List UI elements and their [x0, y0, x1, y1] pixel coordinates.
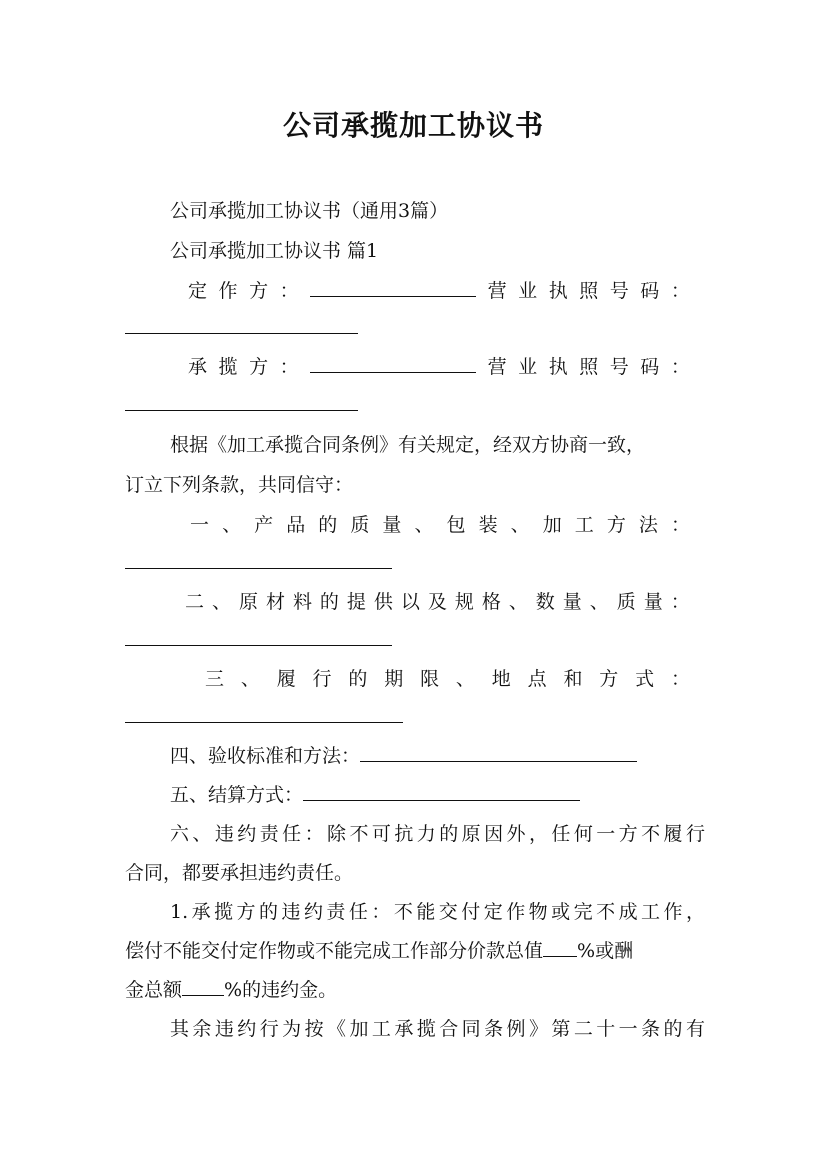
char: 承 — [188, 356, 208, 378]
char: 、 — [510, 514, 530, 536]
percent-blank-2[interactable] — [182, 977, 224, 996]
char: 数 — [535, 591, 555, 613]
dingzuofang-row — [188, 278, 690, 304]
item-5-blank[interactable] — [303, 782, 580, 801]
char: 材 — [265, 591, 285, 613]
char: 包 — [446, 514, 466, 536]
char: ： — [279, 356, 299, 378]
char: 业 — [518, 356, 538, 378]
char: 方 — [606, 514, 626, 536]
char: 方 — [599, 668, 619, 690]
char: 照 — [579, 280, 599, 302]
item-2-blank[interactable] — [125, 645, 392, 646]
char: 的 — [319, 591, 339, 613]
char: 格 — [481, 591, 501, 613]
item-4-blank[interactable] — [360, 743, 637, 762]
char: 工 — [574, 514, 594, 536]
char: 量 — [643, 591, 663, 613]
char: 料 — [292, 591, 312, 613]
char: 、 — [589, 591, 609, 613]
char: ： — [670, 591, 690, 613]
char: 二 — [185, 591, 205, 613]
char: 三 — [205, 668, 225, 690]
char: ： — [670, 280, 690, 302]
char: 期 — [384, 668, 404, 690]
char: ： — [670, 356, 690, 378]
char: 法 — [638, 514, 658, 536]
char: 、 — [455, 668, 475, 690]
char: 限 — [420, 668, 440, 690]
char: ： — [670, 668, 690, 690]
char: 定 — [188, 280, 208, 302]
char: 规 — [454, 591, 474, 613]
char: 号 — [609, 280, 629, 302]
char: 产 — [254, 514, 274, 536]
char: 一 — [190, 514, 210, 536]
char: 质 — [616, 591, 636, 613]
chenglanfang-license-blank[interactable] — [125, 410, 358, 411]
p1-line-3 — [125, 977, 705, 1003]
p1-line-1: 1.承揽方的违约责任：不能交付定作物或完不成工作， — [170, 901, 705, 923]
char: ： — [670, 514, 690, 536]
p1-line-3-text: 金总额 — [125, 979, 183, 1001]
char: 供 — [373, 591, 393, 613]
item-4-label: 四、验收标准和方法： — [170, 745, 361, 767]
p1-line-2 — [125, 938, 705, 964]
char: 揽 — [218, 356, 238, 378]
item-1-blank[interactable] — [125, 568, 392, 569]
char: 及 — [427, 591, 447, 613]
char: 以 — [400, 591, 420, 613]
char: 的 — [348, 668, 368, 690]
char: 码 — [640, 280, 660, 302]
char: 号 — [609, 356, 629, 378]
subtitle-line: 公司承揽加工协议书（通用3篇） — [170, 200, 449, 222]
char: 点 — [527, 668, 547, 690]
p1-line-2-text: 偿付不能交付定作物或不能完成工作部分价款总值 — [125, 940, 544, 962]
char: 原 — [238, 591, 258, 613]
intro-line-1: 根据《加工承揽合同条例》有关规定，经双方协商一致， — [170, 434, 646, 456]
char: 装 — [478, 514, 498, 536]
section-heading: 公司承揽加工协议书 篇1 — [170, 240, 379, 262]
item-1-row — [190, 512, 690, 538]
percent-blank-1[interactable] — [543, 938, 577, 957]
char: 质 — [350, 514, 370, 536]
char: 加 — [542, 514, 562, 536]
char: 量 — [382, 514, 402, 536]
char: 执 — [548, 356, 568, 378]
char: 提 — [346, 591, 366, 613]
chenglanfang-row — [188, 354, 690, 380]
char: 照 — [579, 356, 599, 378]
char: 行 — [312, 668, 332, 690]
char: 业 — [518, 280, 538, 302]
item-5-label: 五、结算方式： — [170, 784, 304, 806]
char: 式 — [635, 668, 655, 690]
char: 、 — [508, 591, 528, 613]
char: 地 — [491, 668, 511, 690]
char: 码 — [640, 356, 660, 378]
item-5-row — [170, 782, 705, 808]
char: 、 — [222, 514, 242, 536]
char: ： — [279, 280, 299, 302]
item-3-row — [205, 666, 690, 692]
char: 执 — [548, 280, 568, 302]
char: 营 — [487, 356, 507, 378]
char: 作 — [218, 280, 238, 302]
char: 量 — [562, 591, 582, 613]
char: 品 — [286, 514, 306, 536]
char: 营 — [487, 280, 507, 302]
item-2-row — [185, 589, 690, 615]
char: 、 — [211, 591, 231, 613]
char: 方 — [249, 356, 269, 378]
item-3-blank[interactable] — [125, 722, 403, 723]
char: 的 — [318, 514, 338, 536]
p2-line-1: 其余违约行为按《加工承揽合同条例》第二十一条的有 — [170, 1018, 705, 1040]
char: 履 — [276, 668, 296, 690]
char: 方 — [249, 280, 269, 302]
item-6-line-1: 六、违约责任：除不可抗力的原因外，任何一方不履行 — [170, 823, 705, 845]
dingzuofang-name-blank[interactable] — [310, 278, 476, 297]
chenglanfang-name-blank[interactable] — [310, 354, 476, 373]
p1-line-2-suffix: %或酬 — [577, 940, 634, 962]
char: 、 — [414, 514, 434, 536]
dingzuofang-license-blank[interactable] — [125, 333, 358, 334]
p1-line-3-suffix: %的违约金。 — [224, 979, 338, 1001]
char: 、 — [240, 668, 260, 690]
item-4-row — [170, 743, 705, 769]
item-6-line-2: 合同，都要承担违约责任。 — [125, 862, 354, 884]
document-title: 公司承揽加工协议书 — [282, 109, 544, 142]
intro-line-2: 订立下列条款，共同信守： — [125, 474, 354, 496]
char: 和 — [563, 668, 583, 690]
